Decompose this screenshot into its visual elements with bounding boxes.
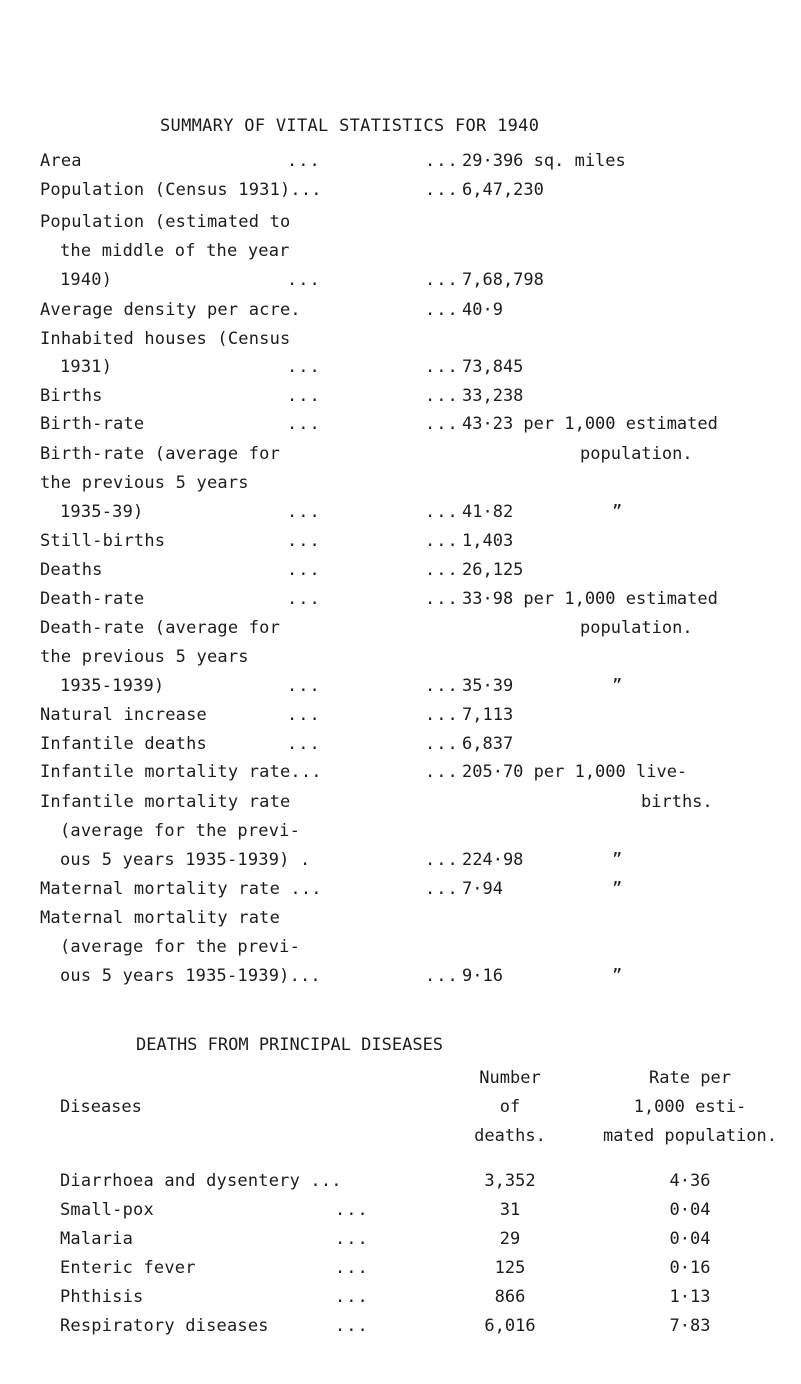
stat-value: 9·16 — [462, 966, 503, 986]
leader-dots: ... — [425, 734, 459, 754]
leader-dots: ... — [287, 589, 321, 609]
leader-dots: ... — [287, 386, 321, 406]
leader-dots: ... — [335, 1200, 369, 1220]
disease-deaths: 6,016 — [484, 1316, 536, 1336]
disease-name: Small-pox — [60, 1200, 154, 1220]
leader-dots: ... — [425, 531, 459, 551]
stat-label: Infantile mortality rate — [40, 792, 291, 812]
stat-label: Population (Census 1931)... — [40, 180, 322, 200]
disease-name: Diarrhoea and dysentery ... — [60, 1171, 342, 1191]
stat-value-unit: births. — [641, 792, 713, 812]
column-header-rate: 1,000 esti- — [633, 1097, 747, 1117]
leader-dots: ... — [425, 879, 459, 899]
disease-name: Respiratory diseases — [60, 1316, 269, 1336]
stat-value: 41·82 — [462, 502, 514, 522]
stat-label: Infantile mortality rate... — [40, 762, 322, 782]
column-header-rate: Rate per — [649, 1068, 731, 1088]
stat-value: 73,845 — [462, 357, 524, 377]
leader-dots: ... — [287, 705, 321, 725]
ditto-mark: ” — [612, 850, 623, 870]
stat-value: 29·396 sq. miles — [462, 151, 626, 171]
leader-dots: ... — [287, 734, 321, 754]
ditto-mark: ” — [612, 676, 623, 696]
stat-label: ous 5 years 1935-1939)... — [60, 966, 321, 986]
disease-rate: 7·83 — [669, 1316, 711, 1336]
leader-dots: ... — [335, 1316, 369, 1336]
leader-dots: ... — [425, 589, 459, 609]
stat-value: 43·23 per 1,000 estimated — [462, 414, 718, 434]
stat-label: Birth-rate (average for — [40, 444, 281, 464]
disease-name: Enteric fever — [60, 1258, 196, 1278]
leader-dots: ... — [425, 966, 459, 986]
leader-dots: ... — [425, 270, 459, 290]
disease-deaths: 3,352 — [484, 1171, 536, 1191]
stat-value: 33,238 — [462, 386, 524, 406]
leader-dots: ... — [287, 357, 321, 377]
stat-label: Still-births — [40, 531, 166, 551]
stat-label: Maternal mortality rate — [40, 908, 281, 928]
stat-value: 205·70 per 1,000 live- — [462, 762, 688, 782]
stat-value: 7·94 — [462, 879, 503, 899]
stat-value-unit: population. — [580, 618, 693, 638]
stat-value: 224·98 — [462, 850, 524, 870]
stat-value: 40·9 — [462, 300, 503, 320]
stat-label: the previous 5 years — [40, 473, 249, 493]
ditto-mark: ” — [612, 879, 623, 899]
leader-dots: ... — [287, 151, 321, 171]
disease-name: Malaria — [60, 1229, 134, 1249]
leader-dots: ... — [425, 357, 459, 377]
stat-value: 7,113 — [462, 705, 514, 725]
stat-label: the middle of the year — [60, 241, 290, 261]
stat-label: the previous 5 years — [40, 647, 249, 667]
column-header-number: deaths. — [474, 1126, 546, 1146]
disease-rate: 0·16 — [669, 1258, 711, 1278]
disease-deaths: 866 — [494, 1287, 526, 1307]
column-header-number: Number — [479, 1068, 541, 1088]
column-header-disease: Diseases — [60, 1097, 142, 1117]
stat-label: Natural increase — [40, 705, 207, 725]
stat-value: 6,837 — [462, 734, 514, 754]
stat-value: 26,125 — [462, 560, 524, 580]
leader-dots: ... — [335, 1287, 369, 1307]
leader-dots: ... — [287, 270, 321, 290]
leader-dots: ... — [425, 180, 459, 200]
leader-dots: ... — [425, 151, 459, 171]
leader-dots: ... — [425, 560, 459, 580]
stat-label: 1940) — [60, 270, 113, 290]
stat-value-unit: population. — [580, 444, 693, 464]
leader-dots: ... — [425, 762, 459, 782]
leader-dots: ... — [425, 676, 459, 696]
page-title: SUMMARY OF VITAL STATISTICS FOR 1940 — [160, 116, 540, 136]
stat-value: 7,68,798 — [462, 270, 544, 290]
leader-dots: ... — [287, 414, 321, 434]
leader-dots: ... — [425, 850, 459, 870]
stat-label: Population (estimated to — [40, 212, 291, 232]
stat-label: (average for the previ- — [60, 937, 301, 957]
stat-label: Deaths — [40, 560, 103, 580]
leader-dots: ... — [287, 560, 321, 580]
disease-rate: 0·04 — [669, 1229, 711, 1249]
stat-value: 6,47,230 — [462, 180, 544, 200]
stat-label: Inhabited houses (Census — [40, 329, 291, 349]
diseases-title: DEATHS FROM PRINCIPAL DISEASES — [136, 1035, 444, 1055]
leader-dots: ... — [335, 1229, 369, 1249]
stat-label: Births — [40, 386, 103, 406]
stat-label: Birth-rate — [40, 414, 145, 434]
disease-rate: 1·13 — [669, 1287, 711, 1307]
stat-label: Average density per acre. — [40, 300, 301, 320]
disease-rate: 4·36 — [669, 1171, 711, 1191]
ditto-mark: ” — [612, 502, 623, 522]
ditto-mark: ” — [612, 966, 623, 986]
stat-value: 33·98 per 1,000 estimated — [462, 589, 718, 609]
leader-dots: ... — [425, 300, 459, 320]
stat-label: Infantile deaths — [40, 734, 207, 754]
leader-dots: ... — [287, 676, 321, 696]
leader-dots: ... — [425, 386, 459, 406]
leader-dots: ... — [287, 502, 321, 522]
stat-label: ous 5 years 1935-1939) . — [60, 850, 311, 870]
stat-label: Death-rate (average for — [40, 618, 281, 638]
stat-label: 1935-1939) — [60, 676, 165, 696]
leader-dots: ... — [335, 1258, 369, 1278]
stat-label: (average for the previ- — [60, 821, 301, 841]
stat-label: Maternal mortality rate ... — [40, 879, 322, 899]
leader-dots: ... — [425, 414, 459, 434]
stat-value: 1,403 — [462, 531, 514, 551]
column-header-number: of — [499, 1097, 521, 1117]
stat-label: 1935-39) — [60, 502, 144, 522]
disease-name: Phthisis — [60, 1287, 144, 1307]
stat-value: 35·39 — [462, 676, 514, 696]
leader-dots: ... — [287, 531, 321, 551]
disease-deaths: 29 — [499, 1229, 521, 1249]
disease-deaths: 31 — [499, 1200, 521, 1220]
disease-deaths: 125 — [494, 1258, 526, 1278]
leader-dots: ... — [425, 705, 459, 725]
stat-label: Death-rate — [40, 589, 145, 609]
column-header-rate: mated population. — [603, 1126, 777, 1146]
leader-dots: ... — [425, 502, 459, 522]
stat-label: Area — [40, 151, 82, 171]
stat-label: 1931) — [60, 357, 113, 377]
disease-rate: 0·04 — [669, 1200, 711, 1220]
